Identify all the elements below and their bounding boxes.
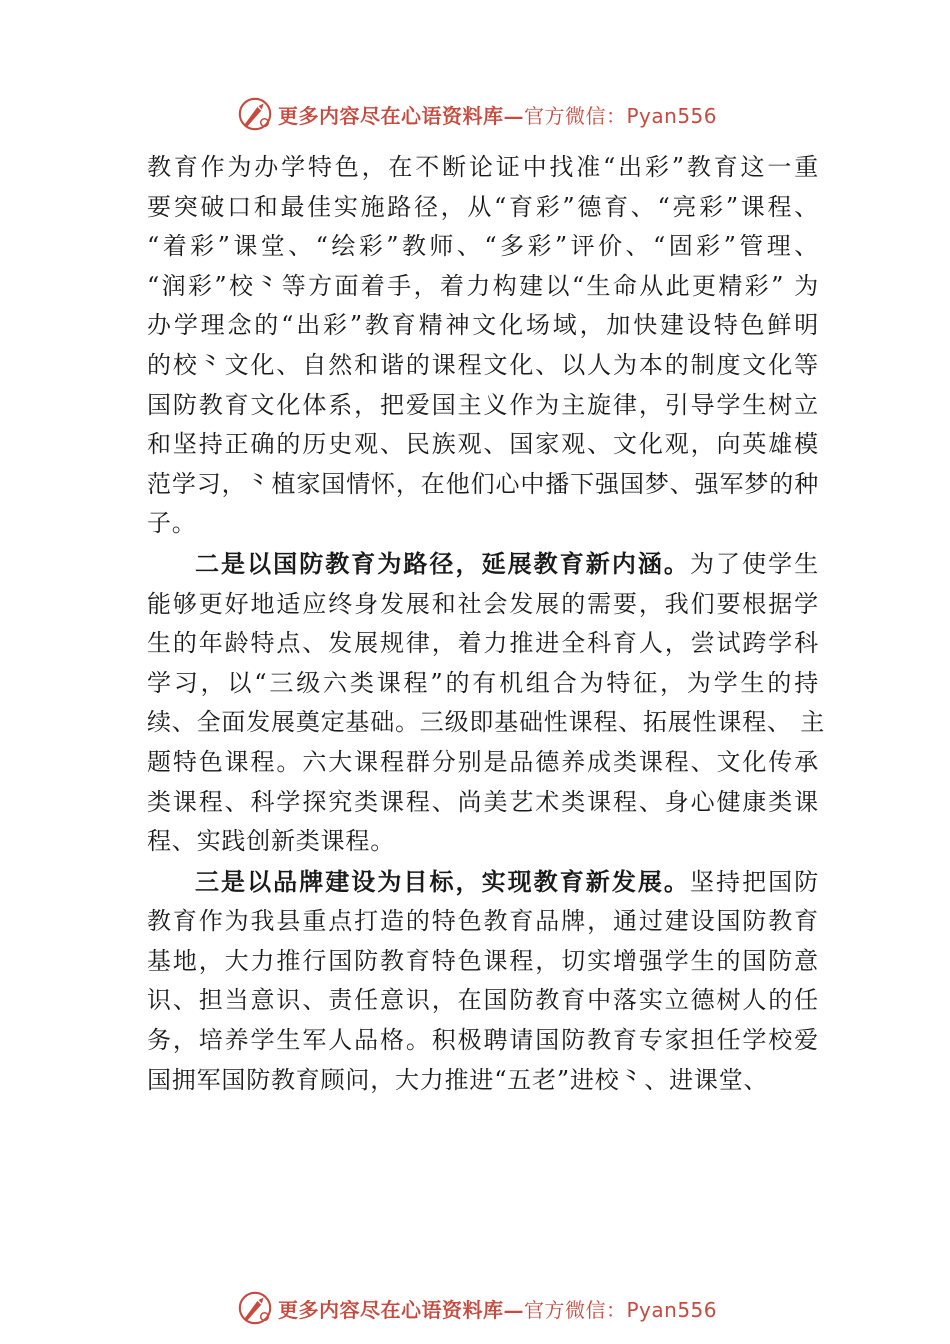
text-line: 能够更好地适应终身发展和社会发展的需要，我们要根据学 <box>147 589 819 618</box>
text-line: 国拥军国防教育顾问，大力推进“五老”进校⺀、进课堂、 <box>147 1065 769 1094</box>
text-line: 和坚持正确的历史观、民族观、国家观、文化观，向英雄模 <box>147 430 819 459</box>
watermark-text: 更多内容尽在心语资料库—官方微信：Pyan556 <box>278 103 718 128</box>
pen-nib-logo-icon <box>236 1289 274 1327</box>
text-line: 基地，大力推行国防教育特色课程，切实增强学生的国防意 <box>147 946 819 975</box>
paragraph-2 <box>147 544 826 862</box>
header-watermark <box>236 94 736 134</box>
paragraph-heading: 三是以品牌建设为目标，实现教育新发展。 <box>195 866 690 896</box>
footer-watermark <box>236 1288 736 1328</box>
paragraph-heading: 二是以国防教育为路径，延展教育新内涵。 <box>195 548 690 578</box>
text-line: 教育作为我县重点打造的特色教育品牌，通过建设国防教育 <box>147 907 819 936</box>
text-line: 识、担当意识、责任意识，在国防教育中落实立德树人的任 <box>147 986 819 1015</box>
text-line: 范学习，⺀植家国情怀，在他们心中播下强国梦、强军梦的种 <box>147 469 819 498</box>
paragraph-3 <box>147 862 819 1101</box>
text-line: 国防教育文化体系，把爱国主义作为主旋律，引导学生树立 <box>147 390 819 419</box>
text-line: 三是以品牌建设为目标，实现教育新发展。坚持把国防 <box>195 866 820 896</box>
paragraph-1 <box>147 148 819 544</box>
text-line: 教育作为办学特色，在不断论证中找准“出彩”教育这一重 <box>147 153 819 181</box>
text-line: 子。 <box>147 509 197 538</box>
text-line: 的校⺀文化、自然和谐的课程文化、以人为本的制度文化等 <box>147 350 819 379</box>
text-line: 要突破口和最佳实施路径，从“育彩”德育、“亮彩”课程、 <box>147 192 819 221</box>
watermark-text: 更多内容尽在心语资料库—官方微信：Pyan556 <box>278 1297 718 1322</box>
pen-nib-logo-icon <box>236 95 274 133</box>
text-line: 务，培养学生军人品格。积极聘请国防教育专家担任学校爱 <box>147 1026 819 1055</box>
text-line: 类课程、科学探究类课程、尚美艺术类课程、身心健康类课 <box>147 787 819 816</box>
text-line: 题特色课程。六大课程群分别是品德养成类课程、文化传承 <box>147 747 819 776</box>
text-line: 生的年龄特点、发展规律，着力推进全科育人，尝试跨学科 <box>147 629 819 658</box>
text-line: 二是以国防教育为路径，延展教育新内涵。为了使学生 <box>195 548 820 578</box>
text-line: “着彩”课堂、“绘彩”教师、“多彩”评价、“固彩”管理、 <box>147 232 819 261</box>
text-line: 程、实践创新类课程。 <box>147 827 395 856</box>
text-line: 续、全面发展奠定基础。三级即基础性课程、拓展性课程、 主 <box>147 708 826 737</box>
text-line: 办学理念的“出彩”教育精神文化场域，加快建设特色鲜明 <box>147 311 819 340</box>
text-line: 学习，以“三级六类课程”的有机组合为特征，为学生的持 <box>147 668 819 697</box>
document-body <box>147 148 826 1100</box>
text-line: “润彩”校⺀等方面着手，着力构建以“生命从此更精彩” 为 <box>147 271 819 300</box>
